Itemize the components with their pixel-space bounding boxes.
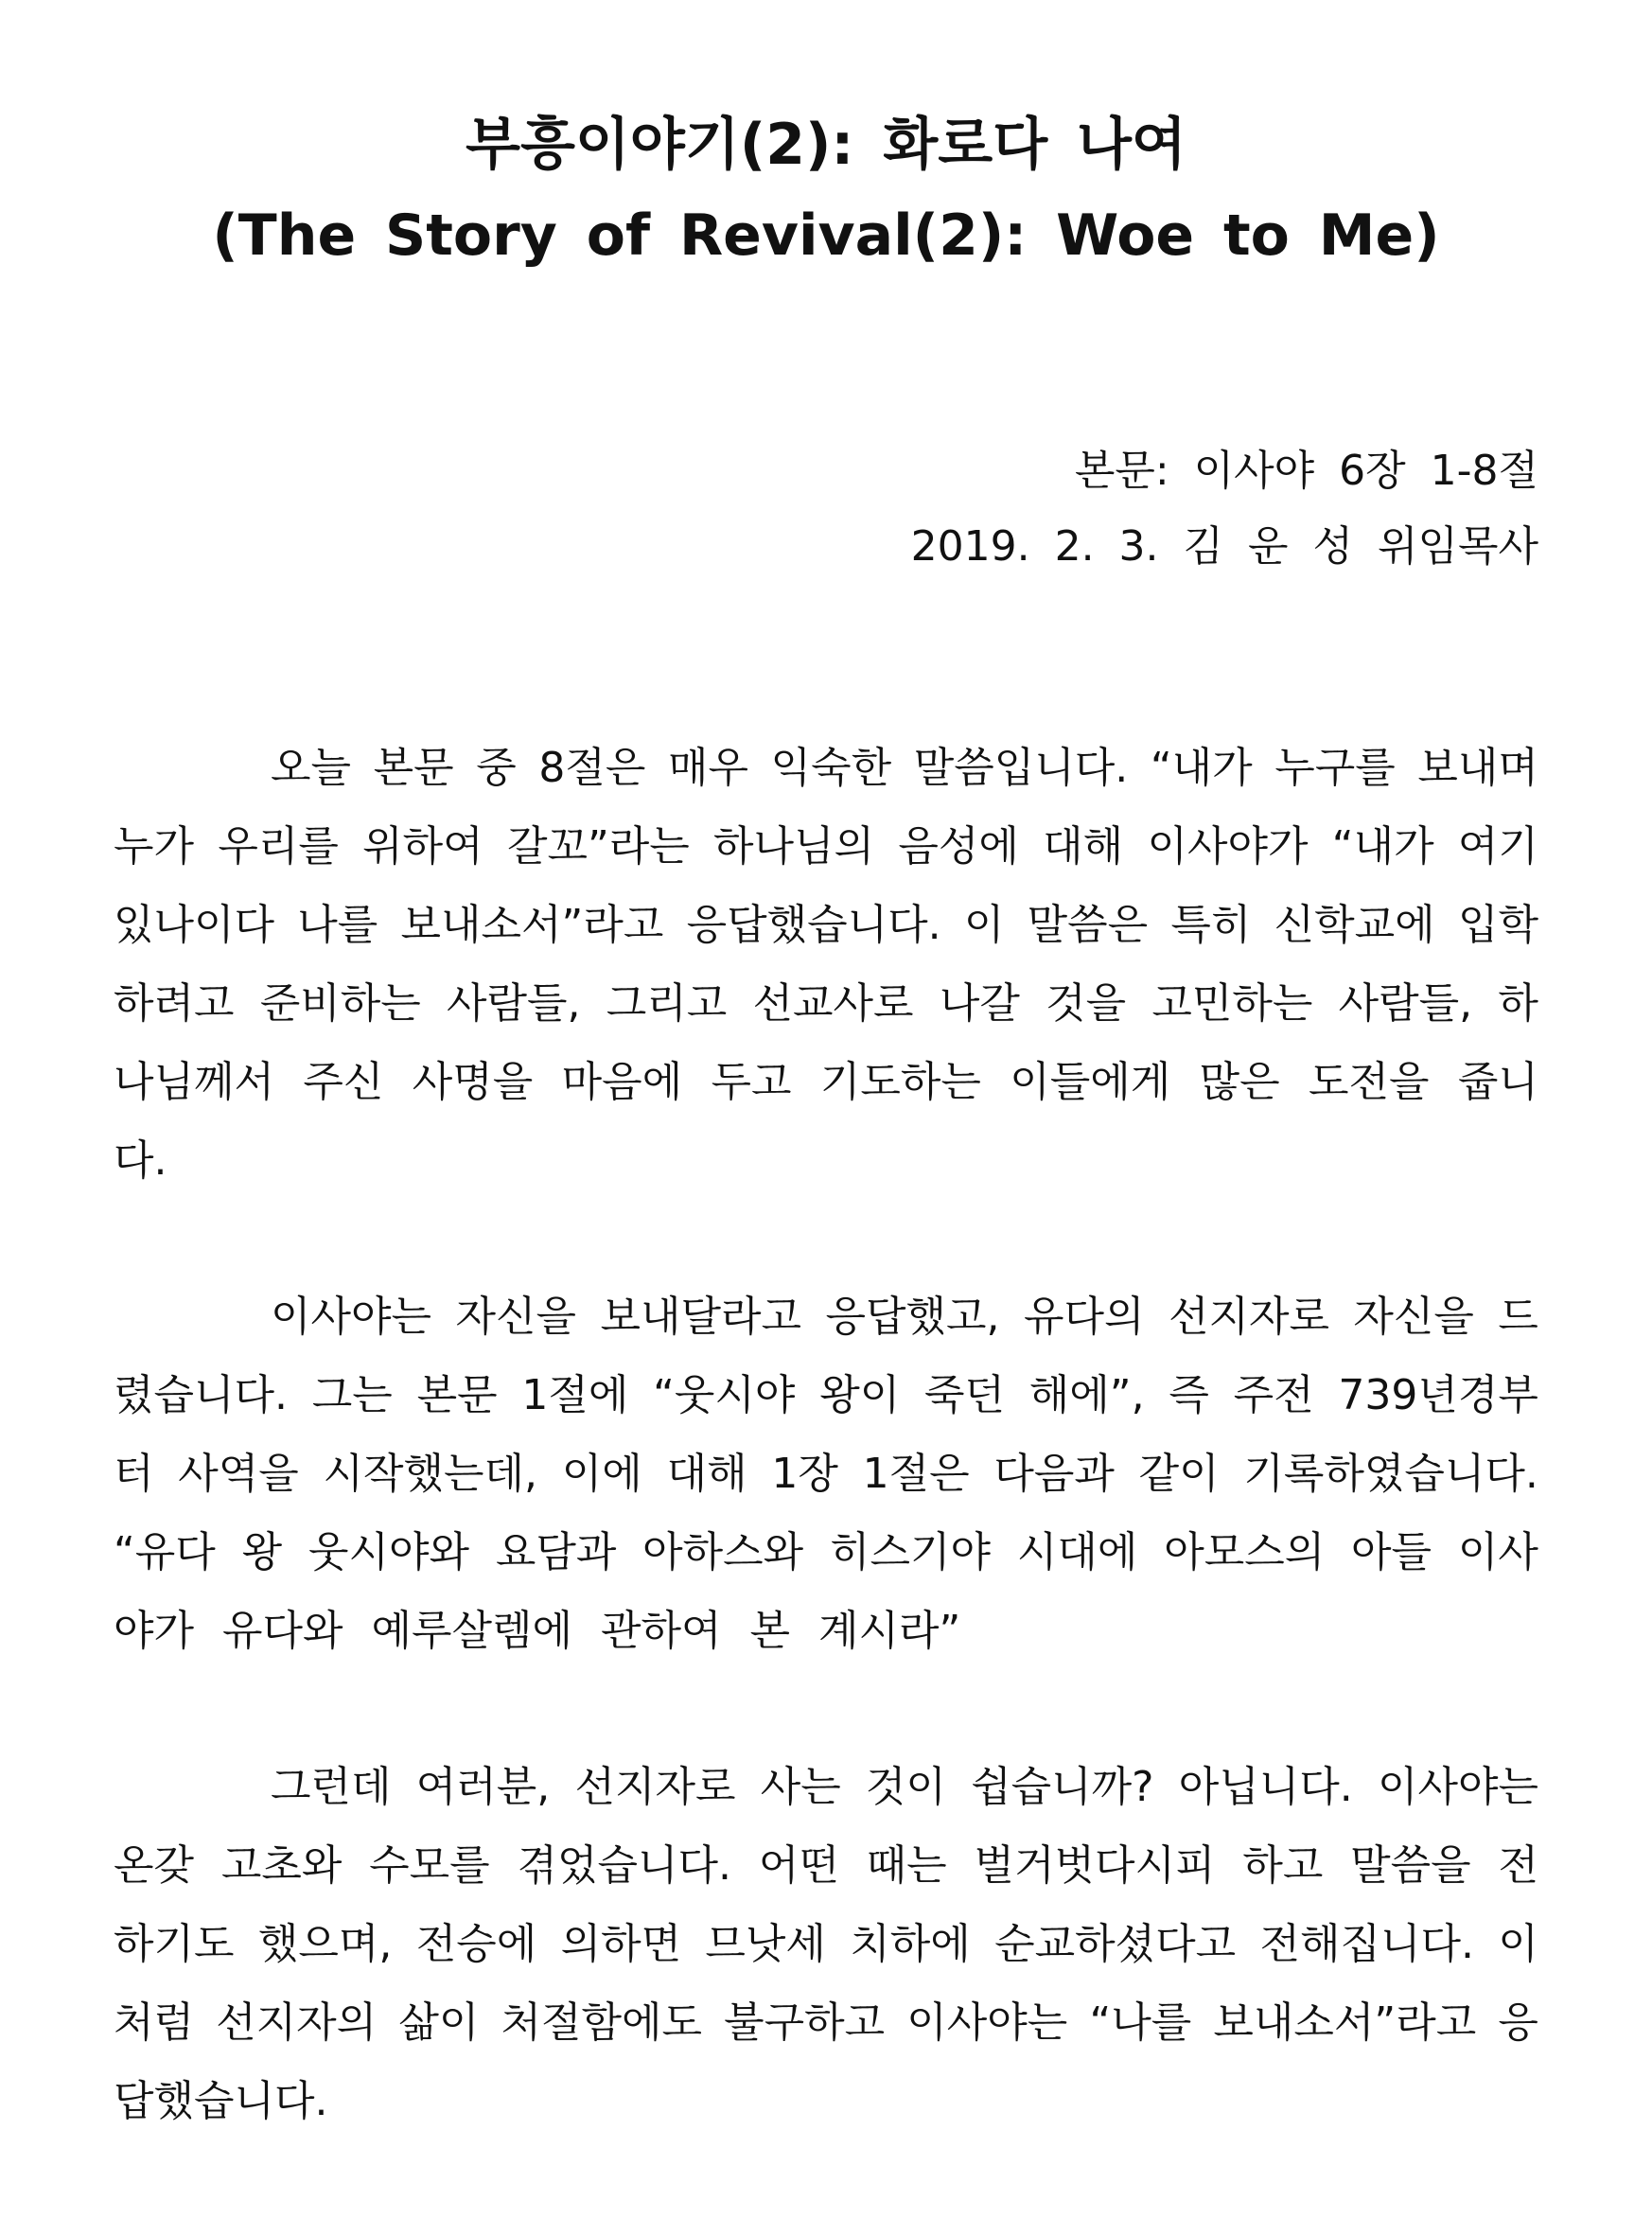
word: “웃시야 [653, 1371, 796, 1419]
word: 누가 [114, 822, 195, 871]
word: 순교하셨다고 [994, 1920, 1237, 1968]
word: 자신을 [1353, 1293, 1474, 1341]
scripture-reference: 본문: 이사야 6장 1-8절 [1074, 447, 1538, 495]
title-korean: 부흥이야기(2): 화로다 나여 [466, 112, 1186, 178]
word: 준비하는 [259, 979, 421, 1028]
paragraph-line [114, 729, 1538, 807]
word: 요담과 [495, 1528, 617, 1576]
word: 아들 [1351, 1528, 1432, 1576]
word: 히스기야 [830, 1528, 992, 1576]
word: 739년경부 [1338, 1371, 1538, 1419]
word: 선지자로 [574, 1763, 736, 1811]
word: 보내달라고 [600, 1293, 801, 1341]
paragraph-line [114, 1748, 1538, 1826]
word: 이사야가 [1147, 822, 1309, 871]
word: 여기 [1457, 822, 1538, 871]
word: 1절은 [862, 1450, 970, 1498]
word: “내가 [1150, 744, 1253, 792]
word: 응답했고, [825, 1293, 1000, 1341]
word: 하려고 [114, 979, 235, 1028]
word: 왕이 [819, 1371, 901, 1419]
paragraph-line [114, 1435, 1538, 1513]
word: 왕 [241, 1528, 283, 1576]
word: 웃시야와 [308, 1528, 469, 1576]
word: 대해 [666, 1450, 747, 1498]
word: “유다 [114, 1528, 216, 1576]
word: 해에”, [1028, 1371, 1145, 1419]
paragraph-3 [114, 1748, 1538, 2140]
word: 많은 [1199, 1058, 1280, 1106]
word: 온갖 [114, 1841, 195, 1890]
paragraph-line [114, 1983, 1538, 2062]
word: 하기도 [114, 1920, 235, 1968]
word: 수모를 [369, 1841, 490, 1890]
word: 사람들, [1338, 979, 1473, 1028]
word: 이들에게 [1010, 1058, 1171, 1106]
word: 이사야는 [1377, 1763, 1538, 1811]
paragraph-line [114, 807, 1538, 886]
word: 본문 [416, 1371, 498, 1419]
word: 선교사로 [752, 979, 914, 1028]
word: “내가 [1331, 822, 1434, 871]
word: 우리를 [218, 822, 339, 871]
word: 했으며, [257, 1920, 393, 1968]
word: 음성에 [898, 822, 1019, 871]
word: 삶이 [398, 1998, 480, 2047]
word: 즉 [1169, 1371, 1209, 1419]
word: 치하에 [850, 1920, 971, 1968]
word: 대해 [1043, 822, 1124, 871]
word: 아닙니다. [1178, 1763, 1353, 1811]
date-author: 2019. 2. 3. 김 운 성 위임목사 [910, 522, 1538, 571]
word: 고초와 [220, 1841, 343, 1890]
word: 의하면 [560, 1920, 682, 1968]
paragraph-line [114, 1905, 1538, 1983]
word: 아하스와 [642, 1528, 804, 1576]
word: 특히 [1170, 901, 1252, 949]
word: 그리고 [606, 979, 728, 1028]
word: 고민하는 [1151, 979, 1313, 1028]
word: 선지자의 [216, 1998, 378, 2047]
word: 1절에 [521, 1371, 629, 1419]
paragraph-line [114, 886, 1538, 964]
sermon-meta [911, 433, 1538, 585]
word: 입학 [1457, 901, 1538, 949]
word: 하 [1498, 979, 1538, 1028]
paragraph-line [114, 1277, 1538, 1356]
word: 매우 [668, 744, 749, 792]
word: 전승에 [415, 1920, 537, 1968]
word: 시작했는데, [323, 1450, 538, 1498]
word: 보내소서”라고 [400, 901, 664, 949]
word: 것을 [1046, 979, 1127, 1028]
word: 두고 [711, 1058, 792, 1106]
word: 오늘 [271, 744, 352, 792]
paragraph-line [114, 1826, 1538, 1905]
word: 위하여 [362, 822, 483, 871]
word: 드 [1498, 1293, 1538, 1341]
word: 사역을 [178, 1450, 299, 1498]
word: 불구하고 [724, 1998, 886, 2047]
word: 주신 [303, 1058, 384, 1106]
word: 8절은 [538, 744, 646, 792]
word: 하나님의 [713, 822, 875, 871]
word: 말씀입니다. [913, 744, 1129, 792]
word: 처절함에도 [501, 1998, 702, 2047]
word: 그는 [311, 1371, 393, 1419]
word: 여러분, [415, 1763, 551, 1811]
word: 기도하는 [819, 1058, 981, 1106]
word: 갈꼬”라는 [506, 822, 690, 871]
word: 같이 [1138, 1450, 1220, 1498]
word: 아모스의 [1164, 1528, 1326, 1576]
word: 므낫세 [705, 1920, 826, 1968]
word: 사명을 [412, 1058, 534, 1106]
sermon-body [114, 729, 1538, 2218]
paragraph-line [114, 1356, 1538, 1435]
paragraph-line [114, 964, 1538, 1043]
word: 있나이다 [114, 901, 275, 949]
word: 전해집니다. [1259, 1920, 1475, 1968]
word: 본문 [373, 744, 454, 792]
word: 1장 [771, 1450, 838, 1498]
word: 익숙한 [770, 744, 892, 792]
word: 줍니 [1457, 1058, 1538, 1106]
word: 죽던 [923, 1371, 1005, 1419]
word: 것이 [865, 1763, 946, 1811]
word: 응 [1498, 1998, 1538, 2047]
word: 터 [114, 1450, 154, 1498]
word: 기록하였습니다. [1243, 1450, 1538, 1498]
word: 처럼 [114, 1998, 195, 2047]
word: 도전을 [1309, 1058, 1430, 1106]
paragraph-2 [114, 1277, 1538, 1670]
word: 마음에 [561, 1058, 683, 1106]
word: 이에 [561, 1450, 642, 1498]
title-block [0, 99, 1652, 281]
word: 선지자로 [1168, 1293, 1329, 1341]
word: 보내며 [1417, 744, 1538, 792]
word: 누구를 [1274, 744, 1396, 792]
word: 주전 [1233, 1371, 1314, 1419]
word: “나를 [1089, 1998, 1192, 2047]
word: 사람들, [447, 979, 581, 1028]
word: 신학교에 [1274, 901, 1435, 949]
word: 나를 [297, 901, 378, 949]
word: 렸습니다. [114, 1371, 289, 1419]
word: 사는 [760, 1763, 841, 1811]
paragraph-line: 답했습니다. [114, 2077, 328, 2125]
word: 말씀을 [1350, 1841, 1471, 1890]
word: 그런데 [271, 1763, 392, 1811]
word: 하고 [1242, 1841, 1324, 1890]
word: 이사야는 [906, 1998, 1068, 2047]
word: 보내소서”라고 [1213, 1998, 1477, 2047]
word: 이사야는 [271, 1293, 432, 1341]
word: 겪었습니다. [517, 1841, 731, 1890]
word: 중 [476, 744, 517, 792]
word: 어떤 [758, 1841, 839, 1890]
title-english: (The Story of Revival(2): Woe to Me) [212, 202, 1440, 269]
word: 이사 [1457, 1528, 1538, 1576]
word: 다음과 [993, 1450, 1115, 1498]
word: 전 [1498, 1841, 1538, 1890]
word: 응답했습니다. [686, 901, 941, 949]
paragraph-line: 야가 유다와 예루살렘에 관하여 본 계시라” [114, 1607, 961, 1655]
word: 말씀은 [1027, 901, 1149, 949]
word: 나님께서 [114, 1058, 275, 1106]
word: 때는 [866, 1841, 947, 1890]
word: 자신을 [455, 1293, 576, 1341]
word: 유다의 [1023, 1293, 1145, 1341]
word: 이 [963, 901, 1005, 949]
paragraph-line: 다. [114, 1136, 167, 1185]
word: 쉽습니까? [971, 1763, 1154, 1811]
word: 이 [1498, 1920, 1538, 1968]
word: 벌거벗다시피 [974, 1841, 1216, 1890]
paragraph-1 [114, 729, 1538, 1200]
word: 나갈 [939, 979, 1020, 1028]
paragraph-line [114, 1043, 1538, 1121]
word: 시대에 [1016, 1528, 1138, 1576]
paragraph-line [114, 1513, 1538, 1592]
